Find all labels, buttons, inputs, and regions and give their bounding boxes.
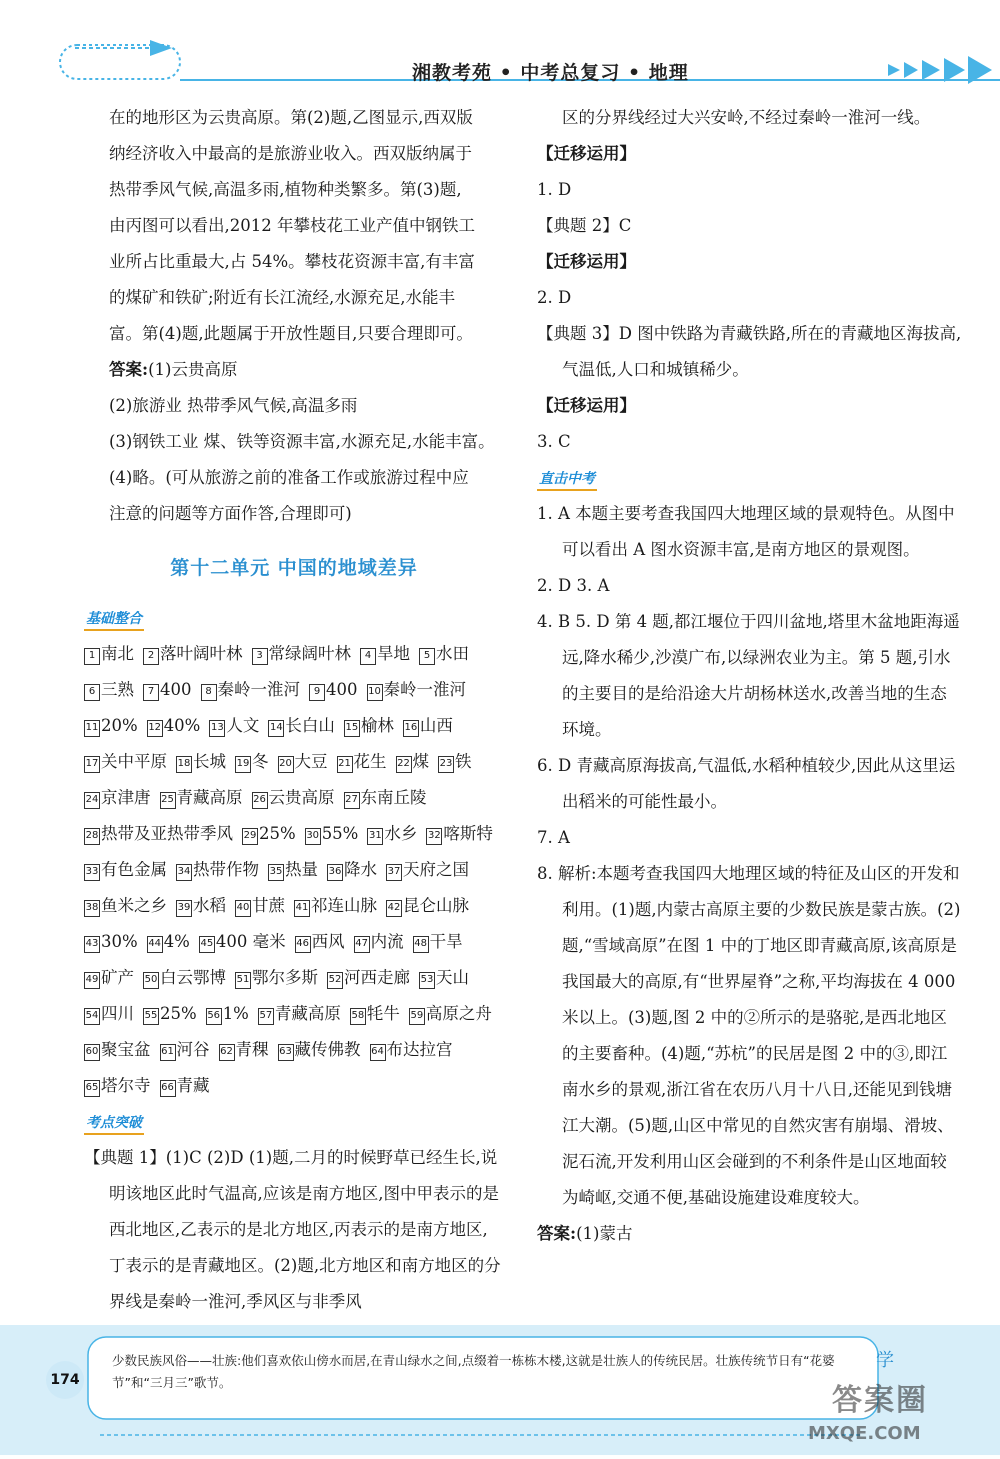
page-header xyxy=(0,0,1000,95)
transfer-answer-2: 2. D xyxy=(537,288,572,307)
item-number: 34 xyxy=(176,864,192,881)
fill-item xyxy=(268,852,318,888)
item-text: 青藏高原 xyxy=(274,1004,341,1023)
item-number: 17 xyxy=(84,756,100,773)
item-text: 落叶阔叶林 xyxy=(160,644,243,663)
item-number: 8 xyxy=(201,684,217,701)
item-text: 三熟 xyxy=(101,680,134,699)
transfer-heading: 【迁移运用】 xyxy=(537,144,636,163)
item-number: 2 xyxy=(143,648,159,665)
item-number: 5 xyxy=(419,648,435,665)
item-text: 秦岭一淮河 xyxy=(217,680,300,699)
intro-line: 在的地形区为云贵高原。第(2)题,乙图显示,西双版 xyxy=(109,108,473,127)
item-number: 56 xyxy=(206,1008,222,1025)
item-number: 35 xyxy=(268,864,284,881)
transfer-heading: 【迁移运用】 xyxy=(537,252,636,271)
exam-q6: 6. D 青藏高原海拔高,气温低,水稻种植较少,因此从这里运出稻米的可能性最小。 xyxy=(537,756,956,811)
fill-item xyxy=(143,636,243,672)
item-text: 煤 xyxy=(412,752,429,771)
item-number: 6 xyxy=(84,684,100,701)
transfer-answer-1: 1. D xyxy=(537,180,572,199)
item-text: 25% xyxy=(160,1004,197,1023)
fill-item xyxy=(176,888,226,924)
exam-q8: 8. 解析:本题考查我国四大地理区域的特征及山区的开发和利用。(1)题,内蒙古高原主要的少数民族是蒙古族。(2)题,“雪域高原”在图 1 中的丁地区即青藏高原,该高原是我国最大的高原,有“世界屋脊”之称,平均海拔在 4 000 米以上。(3)题,图 2 中的②所示的是骆驼,是西北地区的主要畜种。(4)题,“苏杭”的民居是图 2 中的③,即江南水乡的景观,浙江省在农历八月十八日,还能见到钱塘江大潮。(5)题,山区中常见的自然灾害有崩塌、滑坡、泥石流,开发利用山区会碰到的不利条件是山区地面较为崎岖,交通不便,基础设施建设难度较大。 xyxy=(537,864,961,1207)
section-basic: 基础整合 xyxy=(84,609,144,631)
watermark-logo: 答案圈 xyxy=(832,1383,928,1418)
fill-item xyxy=(409,996,492,1032)
item-text: 40% xyxy=(163,716,201,735)
item-number: 52 xyxy=(327,972,343,989)
item-number: 47 xyxy=(354,936,370,953)
fill-item xyxy=(396,744,430,780)
fill-item xyxy=(84,996,134,1032)
item-number: 7 xyxy=(143,684,159,701)
item-number: 21 xyxy=(337,756,353,773)
fill-item xyxy=(242,816,296,852)
item-text: 河西走廊 xyxy=(344,968,410,987)
footer-note: 少数民族风俗——壮族:他们喜欢依山傍水而居,在青山绿水之间,点缀着一栋栋木楼,这就是壮族人的传统民居。壮族传统节日有“花婆节”和“三月三”歌节。 xyxy=(112,1353,835,1390)
intro-line: 业所占比重最大,占 54%。攀枝花资源丰富,有丰富 xyxy=(109,252,475,271)
item-text: 水田 xyxy=(436,644,469,663)
item-number: 45 xyxy=(199,936,215,953)
fill-item xyxy=(258,996,341,1032)
item-number: 1 xyxy=(84,648,100,665)
item-number: 58 xyxy=(350,1008,366,1025)
item-text: 热量 xyxy=(285,860,318,879)
fill-item xyxy=(84,1032,151,1068)
transfer-answer-3: 3. C xyxy=(537,432,571,451)
answer-text: (1)蒙古 xyxy=(576,1224,633,1243)
unit-title: 第十二单元 中国的地域差异 xyxy=(170,557,418,579)
item-number: 22 xyxy=(396,756,412,773)
fill-item xyxy=(235,888,285,924)
fill-item xyxy=(143,996,197,1032)
item-number: 13 xyxy=(209,720,225,737)
fill-item xyxy=(327,960,410,996)
item-text: 热带作物 xyxy=(193,860,259,879)
item-text: 30% xyxy=(101,932,138,951)
intro-line: 热带季风气候,高温多雨,植物种类繁多。第(3)题, xyxy=(109,180,462,199)
item-number: 36 xyxy=(327,864,343,881)
fill-item xyxy=(370,1032,453,1068)
item-number: 50 xyxy=(143,972,159,989)
item-text: 布达拉宫 xyxy=(386,1040,453,1059)
fill-item xyxy=(143,960,226,996)
item-text: 昆仑山脉 xyxy=(403,896,469,915)
item-text: 长城 xyxy=(193,752,226,771)
item-text: 内流 xyxy=(370,932,404,951)
item-text: 400 毫米 xyxy=(215,932,286,951)
page-number: 174 xyxy=(46,1361,84,1399)
fill-item xyxy=(143,672,192,708)
item-text: 鱼米之乡 xyxy=(101,896,167,915)
fill-item xyxy=(386,852,469,888)
fill-item xyxy=(294,888,377,924)
fill-item xyxy=(160,1068,210,1104)
item-text: 人文 xyxy=(226,716,260,735)
example-2: 【典题 2】C xyxy=(537,216,632,235)
item-text: 青藏 xyxy=(176,1076,210,1095)
item-text: 有色金属 xyxy=(101,860,167,879)
fill-item xyxy=(84,636,134,672)
fill-item xyxy=(206,996,249,1032)
item-text: 高原之舟 xyxy=(425,1004,492,1023)
item-number: 19 xyxy=(235,756,251,773)
item-number: 46 xyxy=(295,936,311,953)
fill-item xyxy=(84,744,167,780)
fill-item xyxy=(367,672,467,708)
item-number: 33 xyxy=(84,864,100,881)
fill-item xyxy=(84,888,167,924)
item-number: 39 xyxy=(176,900,192,917)
answer-4: (4)略。(可从旅游之前的准备工作或旅游过程中应 xyxy=(109,468,469,487)
item-text: 冬 xyxy=(252,752,269,771)
fill-item xyxy=(84,708,138,744)
item-text: 塔尔寺 xyxy=(101,1076,151,1095)
item-text: 干旱 xyxy=(429,932,463,951)
item-number: 30 xyxy=(305,828,321,845)
side-label: 学 xyxy=(876,1350,894,1371)
item-text: 西风 xyxy=(311,932,345,951)
fill-item xyxy=(84,924,138,960)
transfer-heading: 【迁移运用】 xyxy=(537,396,636,415)
answer-4-cont: 注意的问题等方面作答,合理即可) xyxy=(109,504,352,523)
fill-item xyxy=(360,636,410,672)
item-text: 山西 xyxy=(419,716,453,735)
item-text: 鄂尔多斯 xyxy=(252,968,318,987)
fill-item xyxy=(235,744,269,780)
item-text: 天府之国 xyxy=(403,860,469,879)
fill-item xyxy=(84,780,151,816)
item-number: 37 xyxy=(386,864,402,881)
fill-in-answers xyxy=(84,636,504,1104)
exam-answer xyxy=(537,1216,962,1252)
item-number: 23 xyxy=(438,756,454,773)
item-number: 54 xyxy=(84,1008,100,1025)
item-number: 48 xyxy=(413,936,429,953)
item-number: 38 xyxy=(84,900,100,917)
fill-item xyxy=(419,960,469,996)
item-text: 20% xyxy=(101,716,138,735)
item-text: 400 xyxy=(160,680,192,699)
item-number: 31 xyxy=(367,828,383,845)
item-text: 牦牛 xyxy=(366,1004,400,1023)
item-text: 秦岭一淮河 xyxy=(383,680,466,699)
item-number: 14 xyxy=(268,720,284,737)
item-number: 42 xyxy=(386,900,402,917)
fill-item xyxy=(147,708,201,744)
item-text: 旱地 xyxy=(377,644,410,663)
answer-label: 答案: xyxy=(109,360,149,379)
item-number: 51 xyxy=(235,972,251,989)
item-text: 甘蔗 xyxy=(252,896,285,915)
fill-item xyxy=(252,780,335,816)
item-text: 长白山 xyxy=(285,716,335,735)
intro-line: 的煤矿和铁矿;附近有长江流经,水源充足,水能丰 xyxy=(109,288,456,307)
item-number: 3 xyxy=(252,648,268,665)
item-number: 32 xyxy=(426,828,442,845)
fill-item xyxy=(337,744,387,780)
fill-item xyxy=(176,744,226,780)
fill-item xyxy=(309,672,358,708)
item-number: 29 xyxy=(242,828,258,845)
fill-item xyxy=(160,1032,210,1068)
item-text: 关中平原 xyxy=(101,752,167,771)
intro-line: 由丙图可以看出,2012 年攀枝花工业产值中钢铁工 xyxy=(109,216,475,235)
answer-block xyxy=(84,352,504,388)
item-text: 降水 xyxy=(344,860,377,879)
item-number: 24 xyxy=(84,792,100,809)
left-column xyxy=(84,100,504,1320)
item-number: 11 xyxy=(84,720,100,737)
fill-item xyxy=(305,816,359,852)
section-exam: 直击中考 xyxy=(537,469,597,491)
item-number: 28 xyxy=(84,828,100,845)
fill-item xyxy=(278,744,328,780)
item-number: 12 xyxy=(147,720,163,737)
fill-item xyxy=(354,924,404,960)
fill-item xyxy=(209,708,259,744)
item-text: 青稞 xyxy=(235,1040,269,1059)
item-text: 25% xyxy=(259,824,296,843)
fill-item xyxy=(426,816,493,852)
intro-line: 富。第(4)题,此题属于开放性题目,只要合理即可。 xyxy=(109,324,473,343)
exam-q7: 7. A xyxy=(537,828,570,847)
item-text: 水乡 xyxy=(384,824,418,843)
item-text: 55% xyxy=(321,824,359,843)
fill-item xyxy=(235,960,318,996)
item-number: 65 xyxy=(84,1080,100,1097)
item-text: 青藏高原 xyxy=(176,788,243,807)
item-number: 16 xyxy=(403,720,419,737)
item-number: 60 xyxy=(84,1044,100,1061)
fill-item xyxy=(160,780,243,816)
item-text: 常绿阔叶林 xyxy=(268,644,351,663)
item-number: 66 xyxy=(160,1080,176,1097)
item-number: 62 xyxy=(219,1044,235,1061)
answer-2: (2)旅游业 热带季风气候,高温多雨 xyxy=(109,396,358,415)
item-text: 东南丘陵 xyxy=(360,788,427,807)
fill-item xyxy=(367,816,417,852)
item-text: 矿产 xyxy=(101,968,134,987)
watermark-url: MXQE.COM xyxy=(808,1423,921,1444)
item-text: 四川 xyxy=(101,1004,134,1023)
item-text: 水稻 xyxy=(193,896,226,915)
item-text: 南北 xyxy=(101,644,134,663)
exam-q4-5: 4. B 5. D 第 4 题,都江堰位于四川盆地,塔里木盆地距海遥远,降水稀少,沙漠广布,以绿洲农业为主。第 5 题,引水的主要目的是给沿途大片胡杨林送水,改善当地的生态环境。 xyxy=(537,612,960,739)
fill-item xyxy=(201,672,301,708)
fill-item xyxy=(199,924,286,960)
fill-item xyxy=(84,1068,151,1104)
item-number: 63 xyxy=(278,1044,294,1061)
item-text: 喀斯特 xyxy=(443,824,493,843)
fill-item xyxy=(403,708,453,744)
item-number: 10 xyxy=(367,684,383,701)
section-key-points: 考点突破 xyxy=(84,1113,144,1135)
intro-paragraph xyxy=(84,100,504,352)
item-number: 41 xyxy=(294,900,310,917)
fill-item xyxy=(84,852,167,888)
fill-item xyxy=(84,672,134,708)
item-text: 藏传佛教 xyxy=(294,1040,361,1059)
item-number: 27 xyxy=(344,792,360,809)
item-number: 20 xyxy=(278,756,294,773)
fill-item xyxy=(344,780,427,816)
item-text: 花生 xyxy=(353,752,387,771)
item-text: 河谷 xyxy=(176,1040,210,1059)
fill-item xyxy=(295,924,345,960)
example-1: 【典题 1】(1)C (2)D (1)题,二月的时候野草已经生长,说明该地区此时气温高,应该是南方地区,图中甲表示的是西北地区,乙表示的是北方地区,丙表示的是南方地区,丁表示的是青藏地区。(2)题,北方地区和南方地区的分界线是秦岭一淮河,季风区与非季风 xyxy=(84,1148,501,1311)
fill-item xyxy=(413,924,463,960)
fill-item xyxy=(327,852,377,888)
continued-text: 区的分界线经过大兴安岭,不经过秦岭一淮河一线。 xyxy=(562,108,931,127)
fill-item xyxy=(176,852,259,888)
exam-q2-3: 2. D 3. A xyxy=(537,576,610,595)
fill-item xyxy=(438,744,472,780)
item-text: 大豆 xyxy=(294,752,328,771)
fill-item xyxy=(350,996,400,1032)
item-text: 天山 xyxy=(436,968,469,987)
answer-1: (1)云贵高原 xyxy=(148,360,238,379)
fill-item xyxy=(84,816,233,852)
item-number: 59 xyxy=(409,1008,425,1025)
item-text: 热带及亚热带季风 xyxy=(101,824,233,843)
item-number: 61 xyxy=(160,1044,176,1061)
fill-item xyxy=(278,1032,361,1068)
exam-q1: 1. A 本题主要考查我国四大地理区域的景观特色。从图中可以看出 A 图水资源丰富,是南方地区的景观图。 xyxy=(537,504,955,559)
fill-item xyxy=(219,1032,269,1068)
fill-item xyxy=(252,636,352,672)
item-number: 64 xyxy=(370,1044,386,1061)
intro-line: 纳经济收入中最高的是旅游业收入。西双版纳属于 xyxy=(109,144,472,163)
item-text: 4% xyxy=(163,932,190,951)
fill-item xyxy=(268,708,335,744)
fill-item xyxy=(386,888,469,924)
answer-label: 答案: xyxy=(537,1224,577,1243)
item-number: 25 xyxy=(160,792,176,809)
item-number: 57 xyxy=(258,1008,274,1025)
item-number: 55 xyxy=(143,1008,159,1025)
item-number: 44 xyxy=(147,936,163,953)
item-number: 49 xyxy=(84,972,100,989)
fill-item xyxy=(147,924,190,960)
item-text: 京津唐 xyxy=(101,788,151,807)
item-number: 18 xyxy=(176,756,192,773)
header-title: 湘教考苑 • 中考总复习 • 地理 xyxy=(412,62,689,84)
right-column xyxy=(537,100,962,1252)
answer-3: (3)钢铁工业 煤、铁等资源丰富,水源充足,水能丰富。 xyxy=(109,432,495,451)
item-text: 铁 xyxy=(455,752,472,771)
item-text: 400 xyxy=(326,680,358,699)
item-text: 聚宝盆 xyxy=(101,1040,151,1059)
item-number: 4 xyxy=(360,648,376,665)
item-text: 云贵高原 xyxy=(268,788,335,807)
item-number: 43 xyxy=(84,936,100,953)
item-number: 15 xyxy=(344,720,360,737)
item-text: 祁连山脉 xyxy=(311,896,377,915)
item-number: 53 xyxy=(419,972,435,989)
example-3: 【典题 3】D 图中铁路为青藏铁路,所在的青藏地区海拔高,气温低,人口和城镇稀少。 xyxy=(537,324,962,379)
fill-item xyxy=(344,708,394,744)
item-text: 1% xyxy=(222,1004,249,1023)
fill-item xyxy=(419,636,469,672)
item-number: 40 xyxy=(235,900,251,917)
item-number: 9 xyxy=(309,684,325,701)
item-text: 白云鄂博 xyxy=(160,968,226,987)
item-text: 榆林 xyxy=(360,716,394,735)
item-number: 26 xyxy=(252,792,268,809)
fill-item xyxy=(84,960,134,996)
